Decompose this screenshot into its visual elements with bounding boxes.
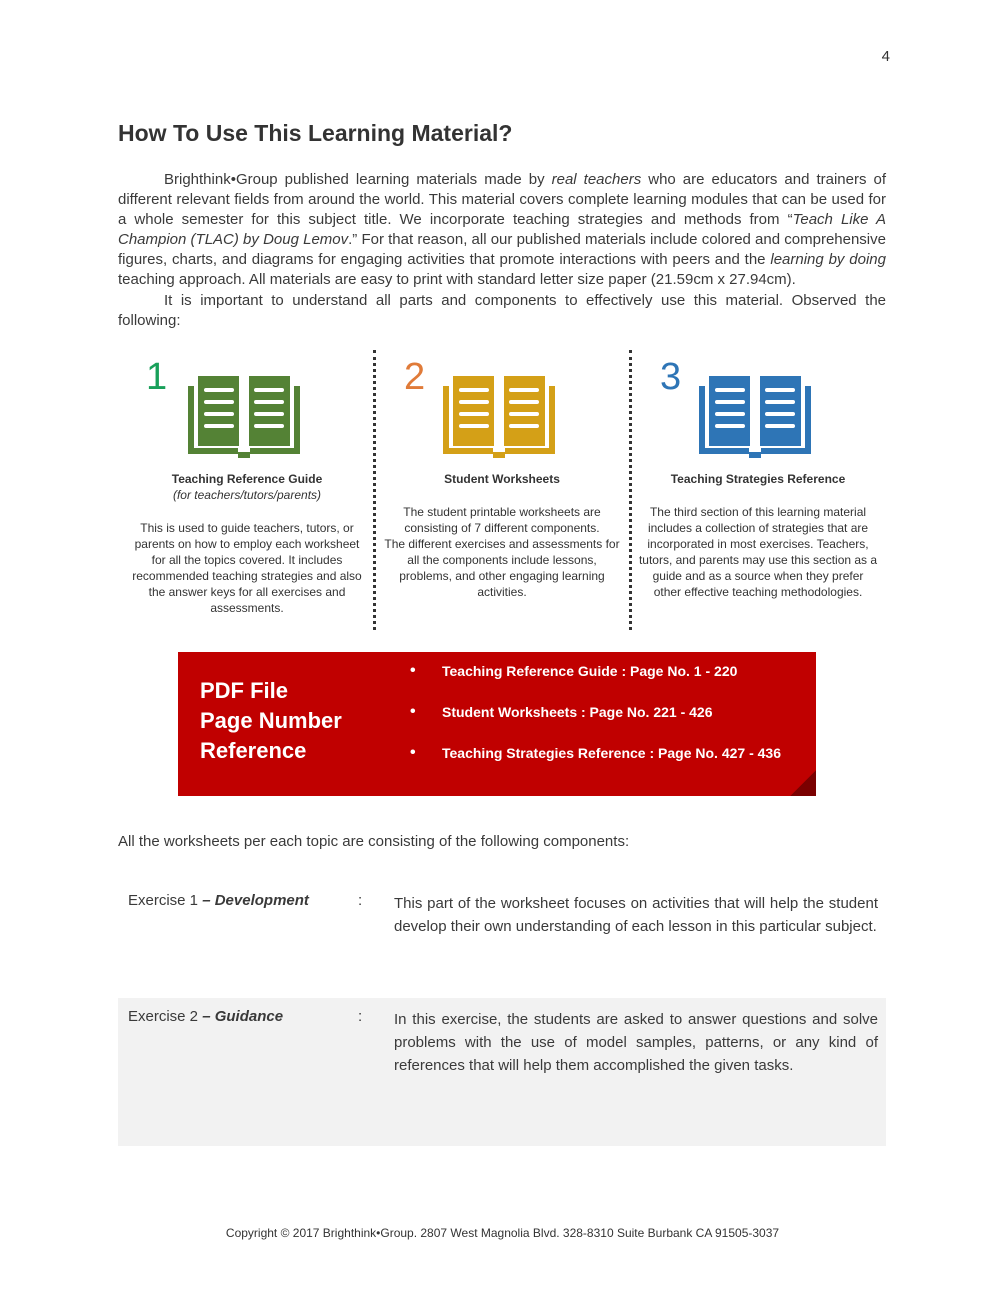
- book-icon: [184, 374, 304, 460]
- exercise-colon: :: [358, 1008, 363, 1025]
- exercise-row-development: [118, 882, 886, 982]
- page-number: 4: [881, 48, 890, 65]
- section-number: 3: [660, 356, 682, 398]
- pdf-reference-title: PDF File Page Number Reference: [200, 678, 342, 763]
- section-description: This is used to guide teachers, tutors, or parents on how to employ each worksheet for all the topics covered. It includes recommended teaching strategies and also the answer keys for all exercises and assessments.: [132, 521, 362, 615]
- intro-text: [118, 170, 886, 331]
- footer-copyright: Copyright © 2017 Brighthink•Group. 2807 West Magnolia Blvd. 328-8310 Suite Burbank CA 91505-3037: [225, 1226, 780, 1240]
- book-icon: [695, 374, 815, 460]
- components-intro: All the worksheets per each topic are consisting of the following components:: [118, 833, 630, 850]
- section-subtitle: (for teachers/tutors/parents): [172, 488, 322, 502]
- exercise-label: Exercise 1 – Development: [128, 892, 309, 909]
- section-title: Teaching Reference Guide: [171, 472, 323, 486]
- list-item: • Teaching Strategies Reference : Page No. 427 - 436: [410, 742, 781, 783]
- pdf-page-reference-box: [178, 652, 816, 796]
- exercise-colon: :: [358, 892, 363, 909]
- section-number: 2: [404, 356, 426, 398]
- intro-paragraph-1: Brighthink•Group published learning materials made by real teachers who are educators and trainers of different relevant fields from around the world. This material covers complete learning modules that can be used for a whole semester for this subject title. We incorporate teaching strategies and methods from “Teach Like A Champion (TLAC) by Doug Lemov.” For that reason, all our published materials include colored and comprehensive figures, charts, and diagrams for engaging activities that promote interactions with peers and the learning by doing teaching approach. All materials are easy to print with standard letter size paper (21.59cm x 27.94cm).: [118, 171, 886, 289]
- column-divider: [629, 350, 632, 630]
- book-icon: [439, 374, 559, 460]
- exercise-row-guidance: [118, 998, 886, 1146]
- section-title: Teaching Strategies Reference: [670, 472, 846, 486]
- section-title: Student Worksheets: [444, 472, 560, 486]
- list-item: • Teaching Reference Guide : Page No. 1 - 220: [410, 660, 781, 701]
- section-description: The third section of this learning material includes a collection of strategies that are incorporated in most exercises. Teachers, tutors, and parents may use this section as a guide and as a source when they prefer other effective teaching methodologies.: [638, 505, 878, 599]
- section-number: 1: [146, 356, 168, 398]
- pdf-reference-list: [410, 660, 781, 783]
- page-fold-corner: [790, 770, 816, 796]
- section-description: The student printable worksheets are consisting of 7 different components. The different exercises and assessments for all the components include lessons, problems, and other engaging learning activities.: [384, 505, 620, 599]
- intro-paragraph-2: It is important to understand all parts and components to effectively use this material. Observed the following:: [118, 291, 886, 329]
- column-divider: [373, 350, 376, 630]
- exercise-label: Exercise 2 – Guidance: [128, 1008, 284, 1025]
- list-item: • Student Worksheets : Page No. 221 - 426: [410, 701, 781, 742]
- exercise-description: In this exercise, the students are asked to answer questions and solve problems with the use of model samples, patterns, or any kind of references that will help them accomplished the given tasks.: [394, 1011, 878, 1074]
- exercise-description: This part of the worksheet focuses on activities that will help the student develop their own understanding of each lesson in this particular subject.: [394, 895, 878, 935]
- page-title: How To Use This Learning Material?: [118, 120, 513, 146]
